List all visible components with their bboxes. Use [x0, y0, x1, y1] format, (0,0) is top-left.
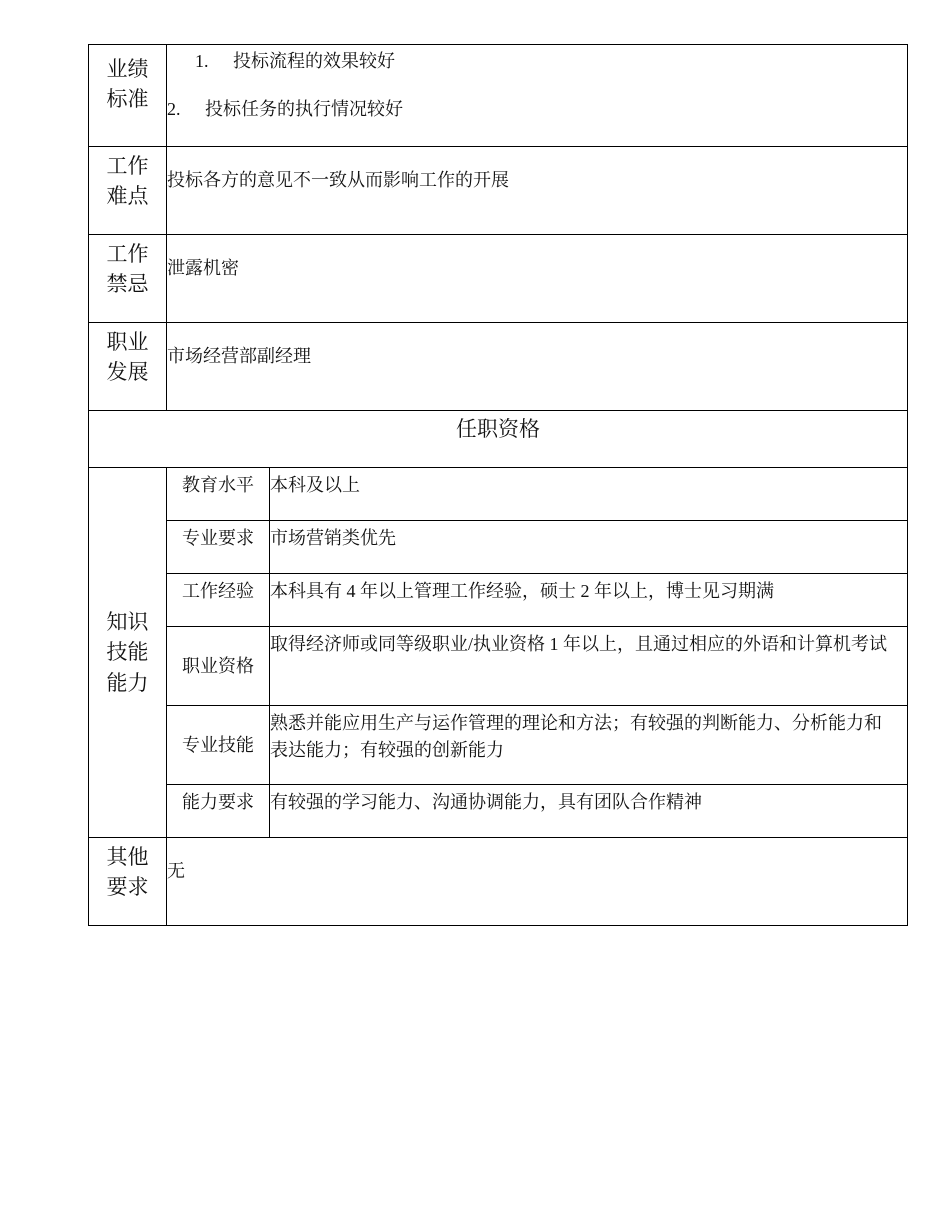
- qualification-label-skills: 专业技能: [167, 706, 270, 785]
- performance-item-1: [167, 47, 907, 75]
- performance-item-1-text: 投标流程的效果较好: [233, 51, 395, 71]
- qualification-label-experience: 工作经验: [167, 574, 270, 627]
- other-row: [89, 838, 908, 926]
- qualification-group-label: [89, 468, 167, 838]
- performance-label-text: 业绩标准: [106, 57, 149, 112]
- career-label: [89, 323, 167, 411]
- qualification-value-certificate: 取得经济师或同等级职业/执业资格 1 年以上，且通过相应的外语和计算机考试: [270, 627, 908, 706]
- performance-content: [167, 45, 908, 147]
- taboo-label: [89, 235, 167, 323]
- qualification-row: [89, 706, 908, 785]
- difficulty-content: 投标各方的意见不一致从而影响工作的开展: [167, 147, 908, 235]
- difficulty-label-text: 工作难点: [106, 154, 149, 209]
- qualification-value-experience: 本科具有 4 年以上管理工作经验，硕士 2 年以上，博士见习期满: [270, 574, 908, 627]
- difficulty-row: [89, 147, 908, 235]
- qualification-header-row: [89, 411, 908, 468]
- qualification-row: [89, 574, 908, 627]
- qualification-label-certificate: 职业资格: [167, 627, 270, 706]
- performance-label: [89, 45, 167, 147]
- career-content: 市场经营部副经理: [167, 323, 908, 411]
- performance-item-2-text: 投标任务的执行情况较好: [205, 99, 403, 119]
- career-row: [89, 323, 908, 411]
- qualification-value-ability: 有较强的学习能力、沟通协调能力，具有团队合作精神: [270, 785, 908, 838]
- taboo-content: 泄露机密: [167, 235, 908, 323]
- qualification-row: [89, 521, 908, 574]
- taboo-label-text: 工作禁忌: [106, 242, 149, 297]
- qualification-row: [89, 468, 908, 521]
- qualification-header: 任职资格: [89, 411, 908, 468]
- job-description-table: [88, 44, 908, 926]
- qualification-value-major: 市场营销类优先: [270, 521, 908, 574]
- qualification-row: [89, 627, 908, 706]
- qualification-row: [89, 785, 908, 838]
- qualification-value-education: 本科及以上: [270, 468, 908, 521]
- other-label: [89, 838, 167, 926]
- performance-item-1-num: 1.: [195, 51, 209, 71]
- performance-item-2: [167, 95, 907, 123]
- career-label-text: 职业发展: [106, 330, 149, 385]
- qualification-value-skills: 熟悉并能应用生产与运作管理的理论和方法；有较强的判断能力、分析能力和表达能力；有较强的创新能力: [270, 706, 908, 785]
- taboo-row: [89, 235, 908, 323]
- qualification-label-ability: 能力要求: [167, 785, 270, 838]
- other-content: 无: [167, 838, 908, 926]
- difficulty-label: [89, 147, 167, 235]
- performance-item-2-num: 2.: [167, 99, 181, 119]
- qualification-label-education: 教育水平: [167, 468, 270, 521]
- other-label-text: 其他要求: [106, 845, 149, 900]
- qualification-label-major: 专业要求: [167, 521, 270, 574]
- performance-row: [89, 45, 908, 147]
- qualification-group-label-text: 知识技能能力: [106, 609, 149, 695]
